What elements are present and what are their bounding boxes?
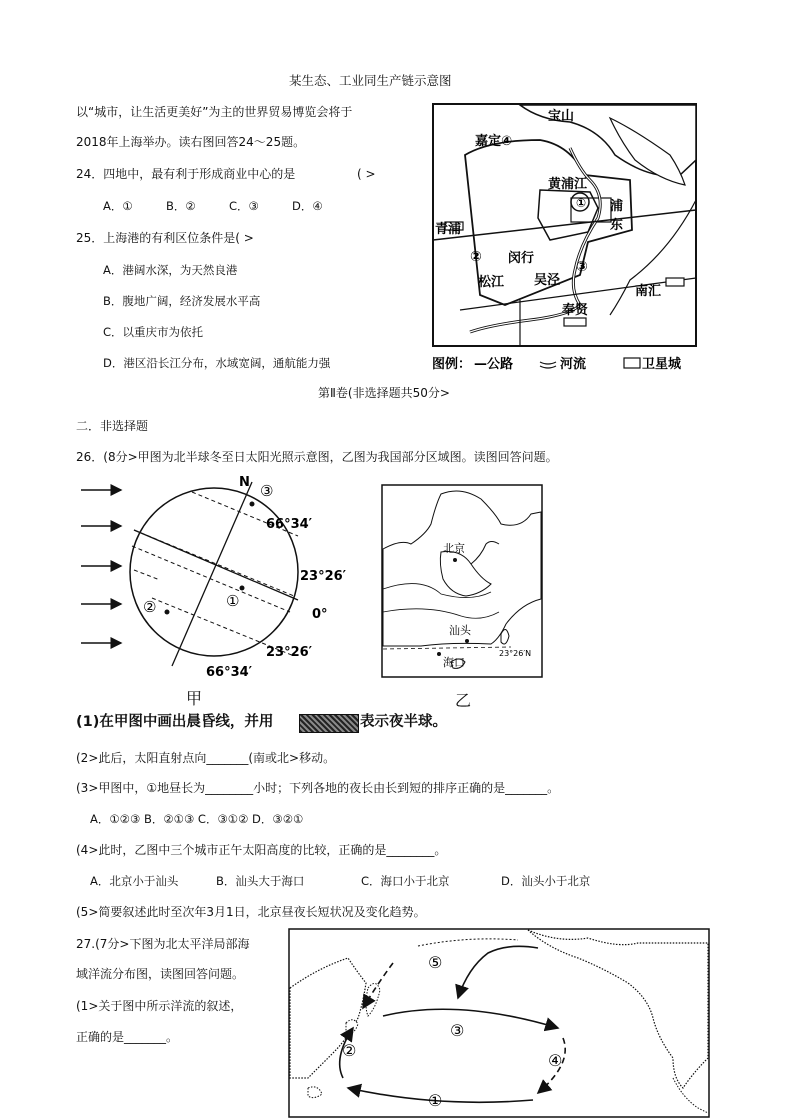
figure-jia	[76, 470, 347, 685]
label-haikou: 海口	[443, 656, 465, 669]
label-wujing: 吴泾	[534, 273, 561, 288]
label-lat-66-south: 66°34′	[206, 665, 253, 680]
label-qingpu: 青浦	[435, 222, 462, 237]
q26-part-3-options: A．①②③ B．②①③ C．③①② D．③②①	[90, 812, 304, 826]
label-point-1: ①	[226, 592, 240, 610]
label-current-2: ②	[342, 1041, 357, 1060]
legend-road: —公路	[474, 357, 514, 372]
legend-city: 卫星城	[642, 357, 682, 372]
label-current-3: ③	[450, 1021, 465, 1040]
q24-stem: 24．四地中，最有利于形成商业中心的是	[76, 167, 296, 181]
q26-part-4-option-d: D．汕头小于北京	[501, 874, 591, 888]
label-marker-2: ②	[470, 249, 482, 265]
label-point-2: ②	[143, 598, 157, 616]
label-jiading: 嘉定④	[475, 134, 513, 149]
page-title: 某生态、工业同生产链示意图	[289, 73, 452, 88]
label-equator: 0°	[312, 607, 328, 622]
legend-prefix: 图例：	[432, 357, 472, 372]
q26-part-4-option-a: A．北京小于汕头	[90, 874, 179, 888]
q24-option-c: C．③	[229, 199, 259, 213]
satellite-city-legend-icon	[624, 358, 640, 368]
q26-part-1-tail: 表示夜半球。	[360, 714, 447, 730]
label-pu: 浦	[610, 199, 624, 214]
label-north: N	[239, 475, 250, 490]
q27-line-2: 域洋流分布图，读图回答问题。	[76, 967, 245, 981]
label-current-5: ⑤	[428, 953, 443, 972]
label-songjiang: 松江	[478, 275, 505, 290]
night-hatch-swatch	[299, 714, 359, 733]
q24-option-b: B．②	[166, 199, 196, 213]
q25-option-a: A．港阔水深，为天然良港	[103, 263, 238, 277]
label-minhang: 闵行	[508, 251, 535, 266]
label-huangpujiang: 黄浦江	[548, 177, 588, 192]
label-marker-1: ①	[576, 196, 587, 210]
q26-part-5: (5>简要叙述此时至次年3月1日，北京昼夜长短状况及变化趋势。	[76, 905, 426, 919]
q24-bracket: ( >	[357, 167, 376, 181]
q27-line-1: 27.(7分>下图为北太平洋局部海	[76, 937, 250, 951]
label-nanhui: 南汇	[635, 284, 662, 299]
label-point-3: ③	[260, 482, 274, 500]
q26-part-1: (1)在甲图中画出晨昏线，并用	[76, 714, 274, 730]
q25-stem: 25．上海港的有利区位条件是( >	[76, 231, 254, 245]
q27-line-4: 正确的是_______。	[76, 1030, 179, 1044]
figure-yi-caption: 乙	[455, 691, 472, 710]
q27-line-3: (1>关于图中所示洋流的叙述，	[76, 999, 243, 1013]
section-heading: 第Ⅱ卷(非选择题共50分>	[318, 386, 450, 400]
intro-line-2: 2018年上海举办。读右图回答24～25题。	[76, 135, 306, 149]
q26-part-4-option-c: C．海口小于北京	[361, 874, 450, 888]
label-lat-23-south: 23°26′	[266, 645, 313, 660]
label-beijing: 北京	[443, 542, 465, 555]
legend-river: 河流	[560, 357, 587, 372]
label-current-1: ①	[428, 1091, 443, 1110]
label-current-4: ④	[548, 1051, 563, 1070]
label-marker-3: ③	[576, 259, 588, 275]
q24-option-d: D．④	[292, 199, 323, 213]
q26-part-4: (4>此时，乙图中三个城市正午太阳高度的比较，正确的是________。	[76, 843, 447, 857]
intro-line-1: 以“城市，让生活更美好”为主的世界贸易博览会将于	[76, 105, 353, 119]
q24-option-a: A．①	[103, 199, 133, 213]
figure-jia-caption: 甲	[186, 689, 203, 708]
label-tropic: 23°26′N	[499, 649, 532, 658]
section-subheading: 二．非选择题	[76, 419, 149, 433]
shanghai-map	[430, 100, 700, 375]
q25-option-b: B．腹地广阔，经济发展水平高	[103, 294, 261, 308]
q25-option-c: C．以重庆市为依托	[103, 325, 204, 339]
q26-stem: 26．(8分>甲图为北半球冬至日太阳光照示意图，乙图为我国部分区域图。读图回答问题。	[76, 450, 558, 464]
q26-part-3: (3>甲图中，①地昼长为________小时；下列各地的夜长由长到短的排序正确的是_______。	[76, 781, 560, 795]
q26-part-4-option-b: B．汕头大于海口	[216, 874, 305, 888]
label-dong: 东	[610, 218, 624, 233]
label-fengxian: 奉贤	[562, 303, 589, 318]
label-baoshan: 宝山	[548, 109, 575, 124]
label-lat-66-north: 66°34′	[266, 517, 313, 532]
river-legend-icon	[540, 362, 556, 368]
label-shantou: 汕头	[449, 624, 471, 637]
figure-yi	[381, 484, 543, 680]
q25-option-d: D．港区沿长江分布，水域宽阔，通航能力强	[103, 356, 331, 370]
label-lat-23-north: 23°26′	[300, 569, 347, 584]
ocean-current-map	[288, 928, 712, 1119]
q26-part-2: (2>此后，太阳直射点向_______(南或北>移动。	[76, 751, 336, 765]
